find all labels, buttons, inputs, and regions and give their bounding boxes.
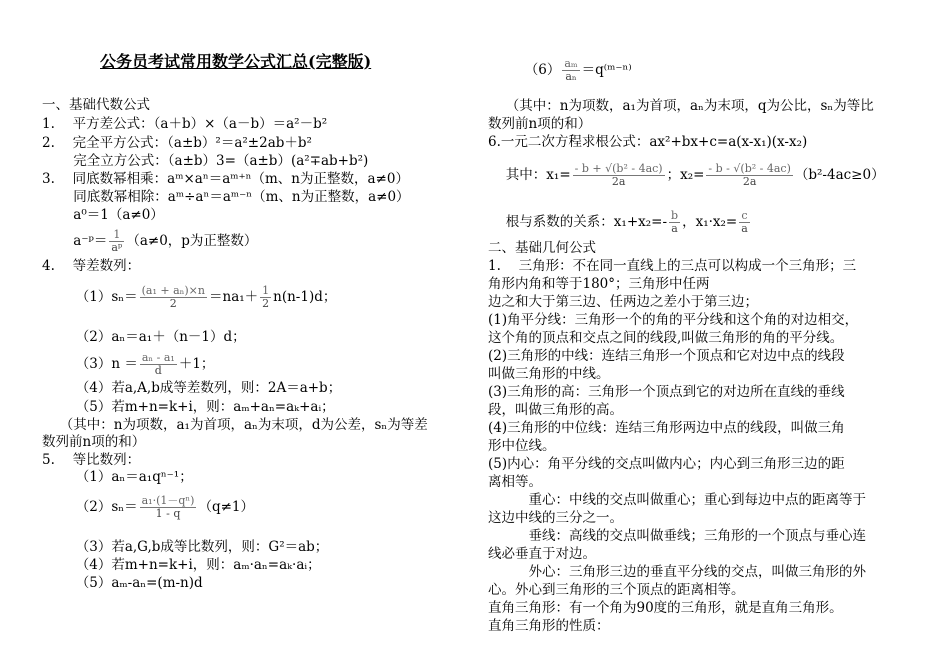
formula-line: 3. 同底数幂相乘：aᵐ×aⁿ＝aᵐ⁺ⁿ（m、n为正整数，a≠0） [42, 171, 409, 187]
formula-line: 其中：x₁= $\frac{\text{- b + √(b² - 4ac)}}{2a}$ ；x₂= $\frac{\text{- b - √(b² - 4ac)}}{2a}$ （b²-4ac≥0） [488, 162, 885, 188]
text-line: 直角三角形的性质： [488, 618, 610, 634]
formula-line: 2. 完全平方公式：（a±b）²＝a²±2ab＋b² [42, 135, 312, 151]
text-line: 外心：三角形三边的垂直平分线的交点，叫做三角形的外 [488, 564, 866, 580]
text-line: 离相等。 [488, 474, 542, 490]
fraction: $\frac{\text{(a₁ + aₙ)×n}}{2}$ [141, 284, 205, 310]
fraction: $\frac{\text{- b - √(b² - 4ac)}}{2a}$ [708, 162, 791, 188]
text-line: 角形内角和等于180°；三角形中任两 [488, 276, 710, 292]
fraction: $\frac{\text{aₘ}}{\text{aₙ}}$ [564, 57, 578, 83]
formula-line: 1. 平方差公式：（a＋b）×（a－b）＝a²－b² [42, 116, 328, 132]
formula-line: 5. 等比数列： [42, 452, 141, 468]
formula-line: （3）n ＝ $\frac{\text{aₙ - a₁}}{d}$ ＋1； [42, 351, 215, 377]
text-line: 叫做三角形的中线。 [488, 366, 610, 382]
formula-line: （6） $\frac{\text{aₘ}}{\text{aₙ}}$ ＝q⁽ᵐ⁻ⁿ⁾ [518, 57, 632, 83]
note-line: （其中：n为项数，a₁为首项，aₙ为末项，d为公差，sₙ为等差 [42, 417, 428, 433]
fraction: $\frac{1}{2}$ [262, 284, 270, 310]
text-line: 边之和大于第三边、任两边之差小于第三边； [488, 294, 758, 310]
text-line: 重心：中线的交点叫做重心；重心到每边中点的距离等于 [488, 492, 866, 508]
note-line: 数列前n项的和） [42, 434, 146, 450]
formula-line: （2）aₙ＝a₁＋（n－1）d； [42, 329, 246, 345]
fraction: $\frac{1}{\text{aᵖ}}$ [111, 228, 123, 254]
formula-line: 6.一元二次方程求根公式：ax²+bx+c=a(x-x₁)(x-x₂) [488, 134, 808, 150]
formula-line: 完全立方公式：（a±b）3=（a±b）(a²∓ab+b²) [42, 153, 369, 169]
text-line: (1)角平分线：三角形一个的角的平分线和这个角的对边相交， [488, 312, 859, 328]
text-line: 线必垂直于对边。 [488, 546, 596, 562]
text-line: (3)三角形的高：三角形一个顶点到它的对边所在直线的垂线 [488, 384, 845, 400]
fraction: $\frac{\text{aₙ - a₁}}{d}$ [141, 351, 175, 377]
text-line: 这个角的顶点和交点之间的线段,叫做三角形的角的平分线。 [488, 330, 844, 346]
text-line: 段，叫做三角形的高。 [488, 402, 623, 418]
formula-line: （2）sₙ＝ $\frac{\text{a₁·(1－qⁿ)}}{1 - q}$ （q≠1） [42, 494, 255, 520]
formula-line: 同底数幂相除：aᵐ÷aⁿ＝aᵐ⁻ⁿ（m、n为正整数，a≠0） [42, 189, 410, 205]
formula-line: a⁰＝1（a≠0） [42, 207, 164, 223]
formula-line: （1）sₙ＝ $\frac{\text{(a₁ + aₙ)×n}}{2}$ ＝na₁＋ $\frac{1}{2}$ n(n-1)d； [42, 284, 337, 310]
formula-line: 4. 等差数列： [42, 258, 141, 274]
formula-line: （4）若a,A,b成等差数列，则：2A＝a+b； [42, 380, 342, 396]
text-line: 形中位线。 [488, 438, 556, 454]
formula-line: a⁻ᵖ＝ $\frac{1}{\text{aᵖ}}$ （a≠0，p为正整数） [42, 228, 258, 254]
fraction: $\frac{\text{- b + √(b² - 4ac)}}{2a}$ [574, 162, 663, 188]
fraction: $\frac{c}{a}$ [741, 209, 748, 235]
formula-line: （5）aₘ-aₙ=(m-n)d [42, 575, 203, 591]
text-line: 这边中线的三分之一。 [488, 510, 623, 526]
text-line: 心。外心到三角形的三个顶点的距离相等。 [488, 582, 745, 598]
section-heading-geometry: 二、基础几何公式 [488, 240, 596, 256]
formula-line: 根与系数的关系：x₁+x₂=- $\frac{b}{a}$ ，x₁·x₂= $\frac{c}{a}$ [488, 209, 748, 235]
fraction: $\frac{\text{a₁·(1－qⁿ)}}{1 - q}$ [141, 494, 195, 520]
text-line: 垂线：高线的交点叫做垂线；三角形的一个顶点与垂心连 [488, 528, 866, 544]
formula-line: （3）若a,G,b成等比数列，则：G²＝ab； [42, 539, 329, 555]
note-line: 数列前n项的和） [488, 116, 592, 132]
page-title: 公务员考试常用数学公式汇总(完整版) [100, 52, 372, 71]
text-line: (5)内心：角平分线的交点叫做内心；内心到三角形三边的距 [488, 456, 845, 472]
text-line: (2)三角形的中线：连结三角形一个顶点和它对边中点的线段 [488, 348, 845, 364]
text-line: 直角三角形：有一个角为90度的三角形，就是直角三角形。 [488, 600, 843, 616]
fraction: $\frac{b}{a}$ [671, 209, 679, 235]
section-heading-algebra: 一、基础代数公式 [42, 97, 150, 113]
text-line: (4)三角形的中位线：连结三角形两边中点的线段，叫做三角 [488, 420, 845, 436]
formula-line: （5）若m+n=k+i，则：aₘ+aₙ=aₖ+aᵢ； [42, 399, 335, 415]
formula-line: （1）aₙ＝a₁qⁿ⁻¹； [42, 469, 193, 485]
text-line: 1. 三角形：不在同一直线上的三点可以构成一个三角形；三 [488, 258, 857, 274]
formula-line: （4）若m+n=k+i，则：aₘ·aₙ=aₖ·aᵢ； [42, 557, 321, 573]
note-line: （其中：n为项数，a₁为首项，aₙ为末项，q为公比，sₙ为等比 [488, 98, 874, 114]
